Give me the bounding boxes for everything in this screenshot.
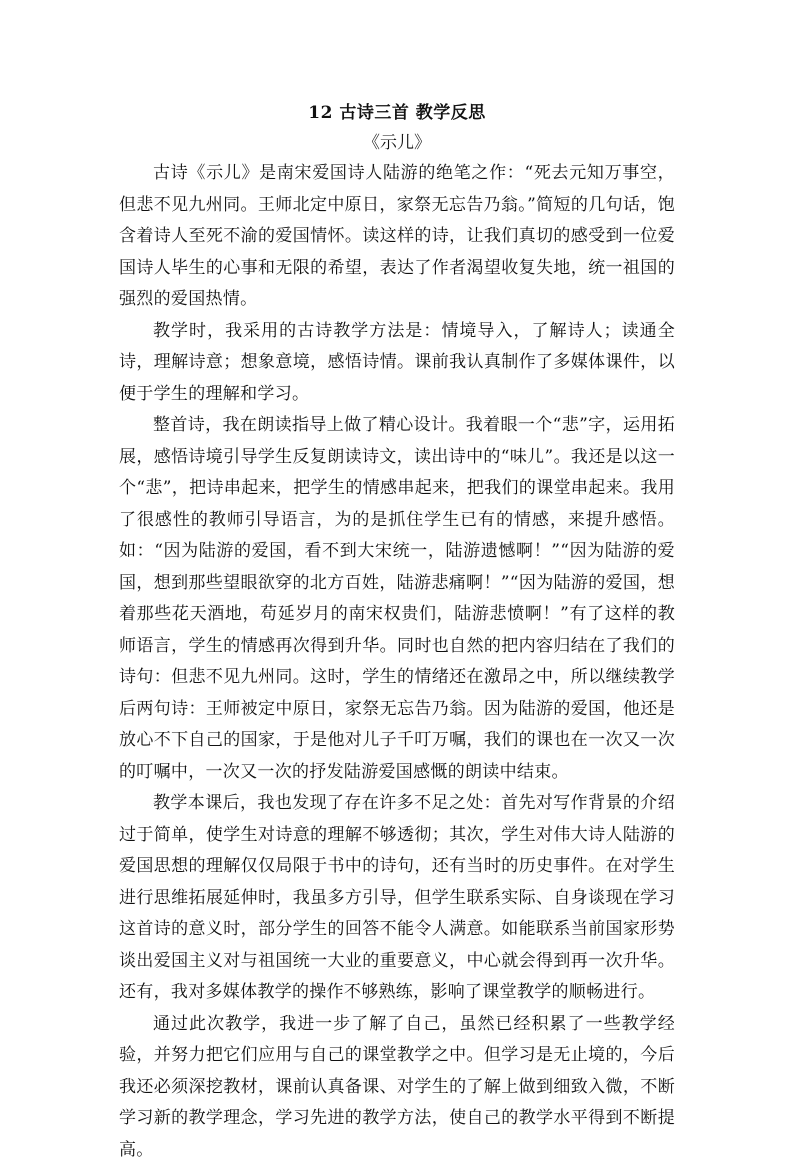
- document-body: [119, 98, 675, 1166]
- poem-title: 《示儿》: [119, 128, 675, 158]
- document-title: 12 古诗三首 教学反思: [119, 98, 675, 128]
- paragraph-method: 教学时，我采用的古诗教学方法是：情境导入，了解诗人；读通全诗，理解诗意；想象意境，感悟诗情。课前我认真制作了多媒体课件，以便于学生的理解和学习。: [119, 316, 675, 411]
- paragraph-conclusion: 通过此次教学，我进一步了解了自己，虽然已经积累了一些教学经验，并努力把它们应用与自己的课堂教学之中。但学习是无止境的，今后我还必须深挖教材，课前认真备课、对学生的了解上做到细致入微，不断学习新的教学理念，学习先进的教学方法，使自己的教学水平得到不断提高。: [119, 1009, 675, 1166]
- paragraph-intro: 古诗《示儿》是南宋爱国诗人陆游的绝笔之作：“死去元知万事空，但悲不见九州同。王师北定中原日，家祭无忘告乃翁。”简短的几句话，饱含着诗人至死不渝的爱国情怀。读这样的诗，让我们真切的感受到一位爱国诗人毕生的心事和无限的希望，表达了作者渴望收复失地，统一祖国的强烈的爱国热情。: [119, 158, 675, 316]
- paragraph-reading-guidance: 整首诗，我在朗读指导上做了精心设计。我着眼一个“悲”字，运用拓展，感悟诗境引导学生反复朗读诗文，读出诗中的“味儿”。我还是以这一个“悲”，把诗串起来，把学生的情感串起来，把我们的课堂串起来。我用了很感性的教师引导语言，为的是抓住学生已有的情感，来提升感悟。如：“因为陆游的爱国，看不到大宋统一，陆游遗憾啊！”“因为陆游的爱国，想到那些望眼欲穿的北方百姓，陆游悲痛啊！”“因为陆游的爱国，想着那些花天酒地，苟延岁月的南宋权贵们，陆游悲愤啊！”有了这样的教师语言，学生的情感再次得到升华。同时也自然的把内容归结在了我们的诗句：但悲不见九州同。这时，学生的情绪还在激昂之中，所以继续教学后两句诗：王师被定中原日，家祭无忘告乃翁。因为陆游的爱国，他还是放心不下自己的国家，于是他对儿子千叮万嘱，我们的课也在一次又一次的叮嘱中，一次又一次的抒发陆游爱国感慨的朗读中结束。: [119, 410, 675, 788]
- paragraph-shortcomings: 教学本课后，我也发现了存在许多不足之处：首先对写作背景的介绍过于简单，使学生对诗意的理解不够透彻；其次，学生对伟大诗人陆游的爱国思想的理解仅仅局限于书中的诗句，还有当时的历史事件。在对学生进行思维拓展延伸时，我虽多方引导，但学生联系实际、自身谈现在学习这首诗的意义时，部分学生的回答不能令人满意。如能联系当前国家形势谈出爱国主义对与祖国统一大业的重要意义，中心就会得到再一次升华。还有，我对多媒体教学的操作不够熟练，影响了课堂教学的顺畅进行。: [119, 788, 675, 1009]
